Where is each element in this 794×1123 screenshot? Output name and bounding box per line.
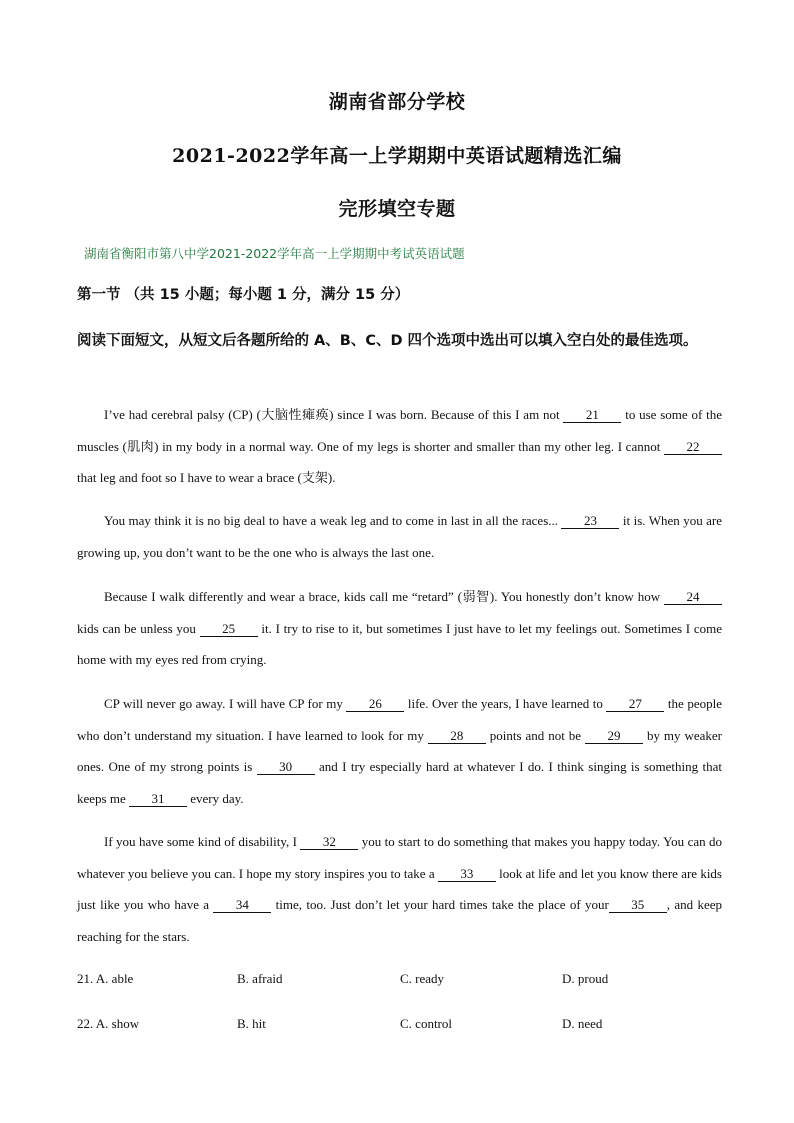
blank-31: 31 — [129, 792, 187, 807]
text-segment: it is. When you are growing up, you don’t want to be the one who is always the last one. — [77, 513, 723, 560]
option-a: 22. A. show — [77, 1016, 140, 1031]
text-segment: kids can be unless you — [77, 620, 200, 636]
passage-paragraph-2 — [77, 505, 722, 568]
text-segment: I’ve had cerebral palsy (CP) (大脑性瘫痪) since I was born. Because of this I am not — [104, 407, 564, 422]
option-b: B. afraid — [237, 971, 283, 986]
option-a: 21. A. able — [77, 971, 134, 986]
text-segment: you to start to do something that makes you happy today. You can do whatever you believe you can. I hope my story inspires you to take a — [77, 834, 722, 881]
passage-paragraph-5 — [77, 826, 722, 952]
blank-33: 33 — [438, 867, 496, 882]
text-segment: , and keep reaching for the stars. — [77, 897, 722, 944]
text-segment: that leg and foot so I have to wear a brace (支架). — [77, 470, 336, 485]
section-heading: 第一节 （共 15 小题；每小题 1 分，满分 15 分） — [77, 287, 410, 303]
text-segment: time, too. Just don’t let your hard times take the place of your — [271, 897, 609, 912]
text-segment: points and not be — [485, 727, 586, 743]
text-segment: If you have some kind of disability, I — [104, 834, 301, 849]
blank-26: 26 — [346, 697, 404, 712]
passage-paragraph-3 — [77, 581, 722, 676]
topic-title: 完形填空专题 — [338, 198, 456, 220]
text-segment: every day. — [186, 790, 244, 806]
passage-paragraph-1 — [77, 399, 722, 494]
blank-32: 32 — [300, 835, 358, 850]
blank-22: 22 — [664, 440, 722, 455]
text-segment: life. Over the years, I have learned to — [404, 696, 607, 711]
text-segment: by my weaker ones. One of my strong points is — [77, 727, 723, 774]
text-segment: the people who don’t understand my situation. I have learned to look for my — [77, 696, 722, 743]
blank-29: 29 — [585, 729, 643, 744]
option-d: D. proud — [562, 971, 609, 986]
blank-28: 28 — [428, 729, 486, 744]
passage-paragraph-4 — [77, 688, 722, 814]
blank-30: 30 — [257, 760, 315, 775]
text-segment: Because I walk differently and wear a brace, kids call me “retard” (弱智). You honestly don’t know how — [104, 589, 664, 604]
text-segment: it. I try to rise to it, but sometimes I just have to let my feelings out. Sometimes I come home with my eyes red from crying. — [77, 620, 722, 667]
option-c: C. control — [400, 1016, 452, 1031]
blank-27: 27 — [606, 697, 664, 712]
option-c: C. ready — [400, 971, 445, 986]
source-line: 湖南省衡阳市第八中学2021-2022学年高一上学期期中考试英语试题 — [84, 246, 465, 261]
blank-25: 25 — [200, 622, 258, 637]
blank-24: 24 — [664, 590, 722, 605]
text-segment: look at life and let you know there are kids just like you who have a — [77, 865, 722, 912]
blank-35: 35 — [609, 898, 667, 913]
text-segment: and I try especially hard at whatever I do. I think singing is something that keeps me — [77, 759, 722, 806]
blank-23: 23 — [561, 514, 619, 529]
blank-34: 34 — [213, 898, 271, 913]
text-segment: CP will never go away. I will have CP for my — [104, 696, 347, 711]
document-title: 湖南省部分学校 — [328, 91, 466, 113]
document-subtitle: 2021-2022学年高一上学期期中英语试题精选汇编 — [172, 145, 622, 167]
option-b: B. hit — [237, 1016, 266, 1031]
blank-21: 21 — [563, 408, 621, 423]
text-segment: You may think it is no big deal to have a weak leg and to come in last in all the races... — [104, 513, 562, 528]
instruction-text: 阅读下面短文，从短文后各题所给的 A、B、C、D 四个选项中选出可以填入空白处的最佳选项。 — [77, 333, 698, 349]
option-d: D. need — [562, 1016, 603, 1031]
text-segment: to use some of the muscles (肌肉) in my body in a normal way. One of my legs is shorter and smaller than my other leg. I cannot — [77, 407, 723, 454]
